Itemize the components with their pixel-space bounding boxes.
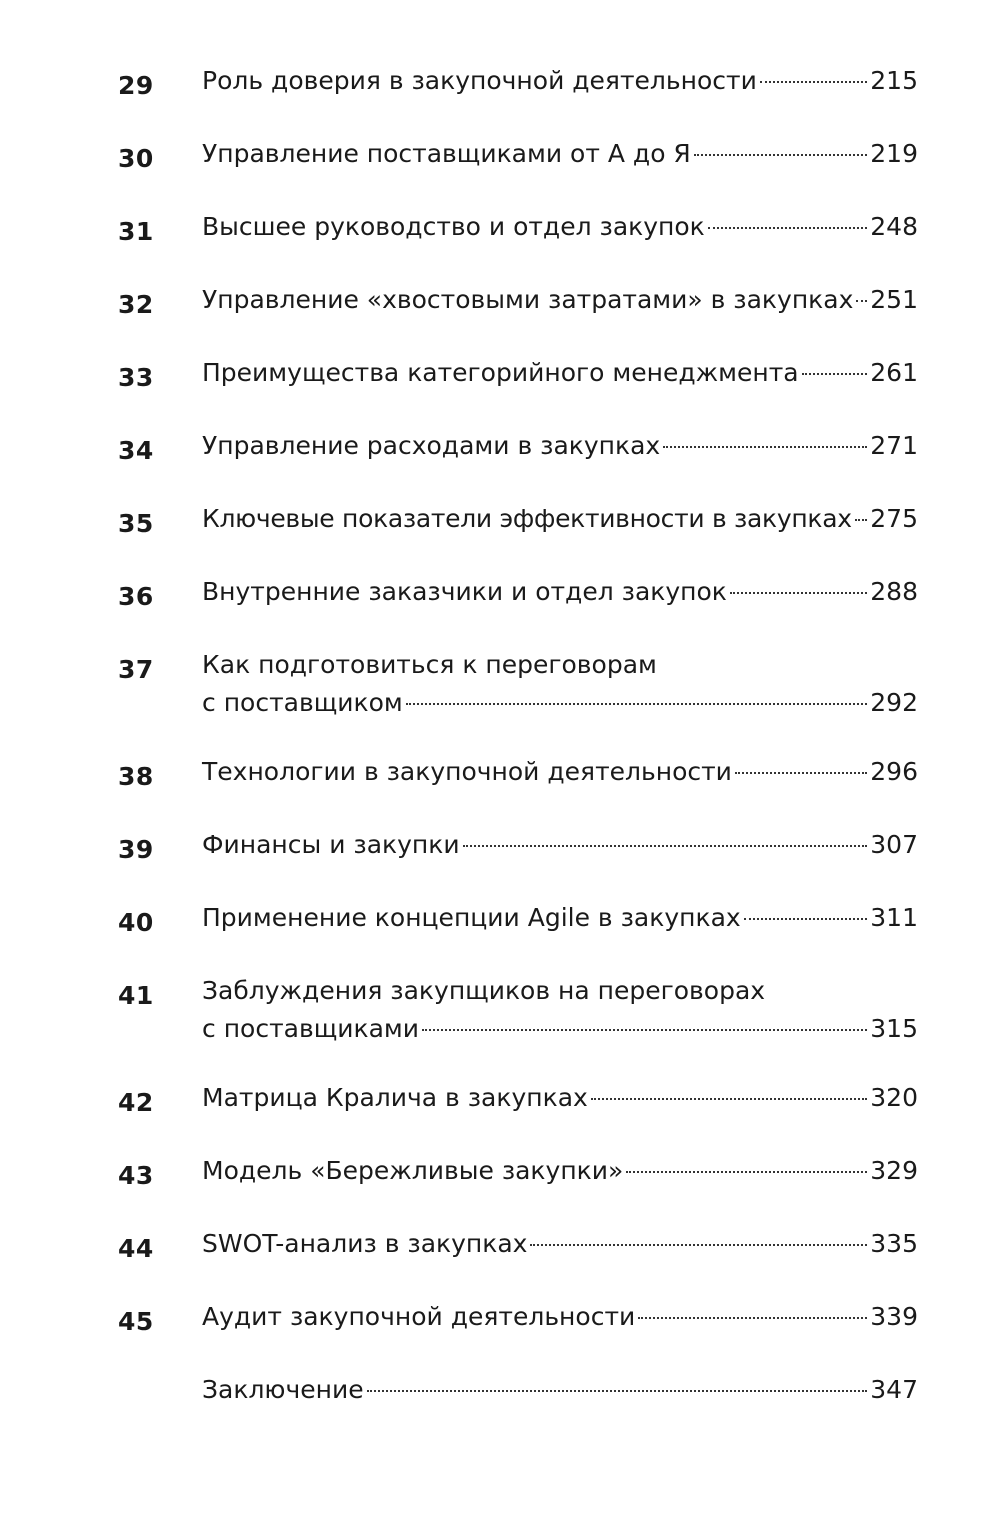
chapter-number: 33 bbox=[118, 363, 154, 392]
chapter-number: 43 bbox=[118, 1161, 154, 1190]
chapter-number: 39 bbox=[118, 835, 154, 864]
chapter-title: Матрица Кралича в закупках bbox=[202, 1083, 588, 1112]
chapter-number: 38 bbox=[118, 762, 154, 791]
toc-entry-29[interactable] bbox=[118, 62, 918, 106]
toc-entry-45[interactable] bbox=[118, 1298, 918, 1342]
dot-leader bbox=[663, 446, 867, 448]
chapter-number: 45 bbox=[118, 1307, 154, 1336]
chapter-title: Применение концепции Agile в закупках bbox=[202, 903, 741, 932]
page-number: 296 bbox=[870, 757, 918, 786]
toc-entry-33[interactable] bbox=[118, 354, 918, 398]
toc-entry-40[interactable] bbox=[118, 899, 918, 943]
table-of-contents bbox=[118, 62, 918, 1444]
dot-leader bbox=[744, 918, 868, 920]
chapter-number: 44 bbox=[118, 1234, 154, 1263]
toc-entry-31[interactable] bbox=[118, 208, 918, 252]
page-number: 215 bbox=[870, 66, 918, 95]
chapter-title-line-2: с поставщиком bbox=[202, 688, 403, 717]
toc-entry-38[interactable] bbox=[118, 753, 918, 797]
toc-entry-43[interactable] bbox=[118, 1152, 918, 1196]
dot-leader bbox=[626, 1171, 867, 1173]
chapter-title: Управление «хвостовыми затратами» в закупках bbox=[202, 285, 854, 314]
chapter-number: 34 bbox=[118, 436, 154, 465]
chapter-title: Ключевые показатели эффективности в закупках bbox=[202, 504, 852, 533]
chapter-title: Управление поставщиками от А до Я bbox=[202, 139, 691, 168]
page-number: 335 bbox=[870, 1229, 918, 1258]
chapter-title: Внутренние заказчики и отдел закупок bbox=[202, 577, 727, 606]
dot-leader bbox=[730, 592, 867, 594]
dot-leader bbox=[406, 703, 868, 705]
chapter-number: 41 bbox=[118, 981, 154, 1010]
page-number: 315 bbox=[870, 1014, 918, 1043]
dot-leader bbox=[463, 845, 868, 847]
page-number: 307 bbox=[870, 830, 918, 859]
dot-leader bbox=[760, 81, 867, 83]
toc-entry-32[interactable] bbox=[118, 281, 918, 325]
chapter-title-line-1: Заблуждения закупщиков на переговорах bbox=[202, 976, 766, 1005]
dot-leader bbox=[855, 519, 868, 521]
chapter-title: Управление расходами в закупках bbox=[202, 431, 661, 460]
chapter-title: Модель «Бережливые закупки» bbox=[202, 1156, 624, 1185]
page-number: 320 bbox=[870, 1083, 918, 1112]
dot-leader bbox=[802, 373, 868, 375]
dot-leader bbox=[530, 1244, 867, 1246]
toc-entry-41[interactable] bbox=[118, 972, 918, 1048]
chapter-number: 42 bbox=[118, 1088, 154, 1117]
dot-leader bbox=[694, 154, 867, 156]
page-number: 288 bbox=[870, 577, 918, 606]
chapter-number: 40 bbox=[118, 908, 154, 937]
dot-leader bbox=[735, 772, 867, 774]
chapter-title: Технологии в закупочной деятельности bbox=[202, 757, 732, 786]
toc-entry-34[interactable] bbox=[118, 427, 918, 471]
page-number: 248 bbox=[870, 212, 918, 241]
dot-leader bbox=[591, 1098, 867, 1100]
page-number: 329 bbox=[870, 1156, 918, 1185]
chapter-number: 37 bbox=[118, 655, 154, 684]
toc-entry-39[interactable] bbox=[118, 826, 918, 870]
chapter-title: Аудит закупочной деятельности bbox=[202, 1302, 636, 1331]
chapter-number: 31 bbox=[118, 217, 154, 246]
conclusion-title: Заключение bbox=[202, 1375, 364, 1404]
chapter-title: Высшее руководство и отдел закупок bbox=[202, 212, 705, 241]
page-number: 339 bbox=[870, 1302, 918, 1331]
page-number: 347 bbox=[870, 1375, 918, 1404]
page-number: 219 bbox=[870, 139, 918, 168]
chapter-title-line-1: Как подготовиться к переговорам bbox=[202, 650, 657, 679]
page-number: 275 bbox=[870, 504, 918, 533]
toc-entry-conclusion[interactable] bbox=[118, 1371, 918, 1415]
chapter-number: 35 bbox=[118, 509, 154, 538]
toc-entry-36[interactable] bbox=[118, 573, 918, 617]
chapter-title: Преимущества категорийного менеджмента bbox=[202, 358, 799, 387]
page-number: 292 bbox=[870, 688, 918, 717]
chapter-title-line-2: с поставщиками bbox=[202, 1014, 420, 1043]
chapter-number: 36 bbox=[118, 582, 154, 611]
chapter-number: 30 bbox=[118, 144, 154, 173]
page-number: 251 bbox=[870, 285, 918, 314]
dot-leader bbox=[856, 300, 867, 302]
chapter-number: 32 bbox=[118, 290, 154, 319]
dot-leader bbox=[367, 1390, 868, 1392]
chapter-title: Роль доверия в закупочной деятельности bbox=[202, 66, 757, 95]
dot-leader bbox=[422, 1029, 867, 1031]
toc-entry-37[interactable] bbox=[118, 646, 918, 722]
chapter-title: Финансы и закупки bbox=[202, 830, 460, 859]
page-number: 271 bbox=[870, 431, 918, 460]
toc-entry-35[interactable] bbox=[118, 500, 918, 544]
page-number: 311 bbox=[870, 903, 918, 932]
dot-leader bbox=[638, 1317, 867, 1319]
page-number: 261 bbox=[870, 358, 918, 387]
dot-leader bbox=[708, 227, 868, 229]
toc-entry-42[interactable] bbox=[118, 1079, 918, 1123]
toc-entry-44[interactable] bbox=[118, 1225, 918, 1269]
chapter-number: 29 bbox=[118, 71, 154, 100]
chapter-title: SWOT-анализ в закупках bbox=[202, 1229, 528, 1258]
toc-entry-30[interactable] bbox=[118, 135, 918, 179]
